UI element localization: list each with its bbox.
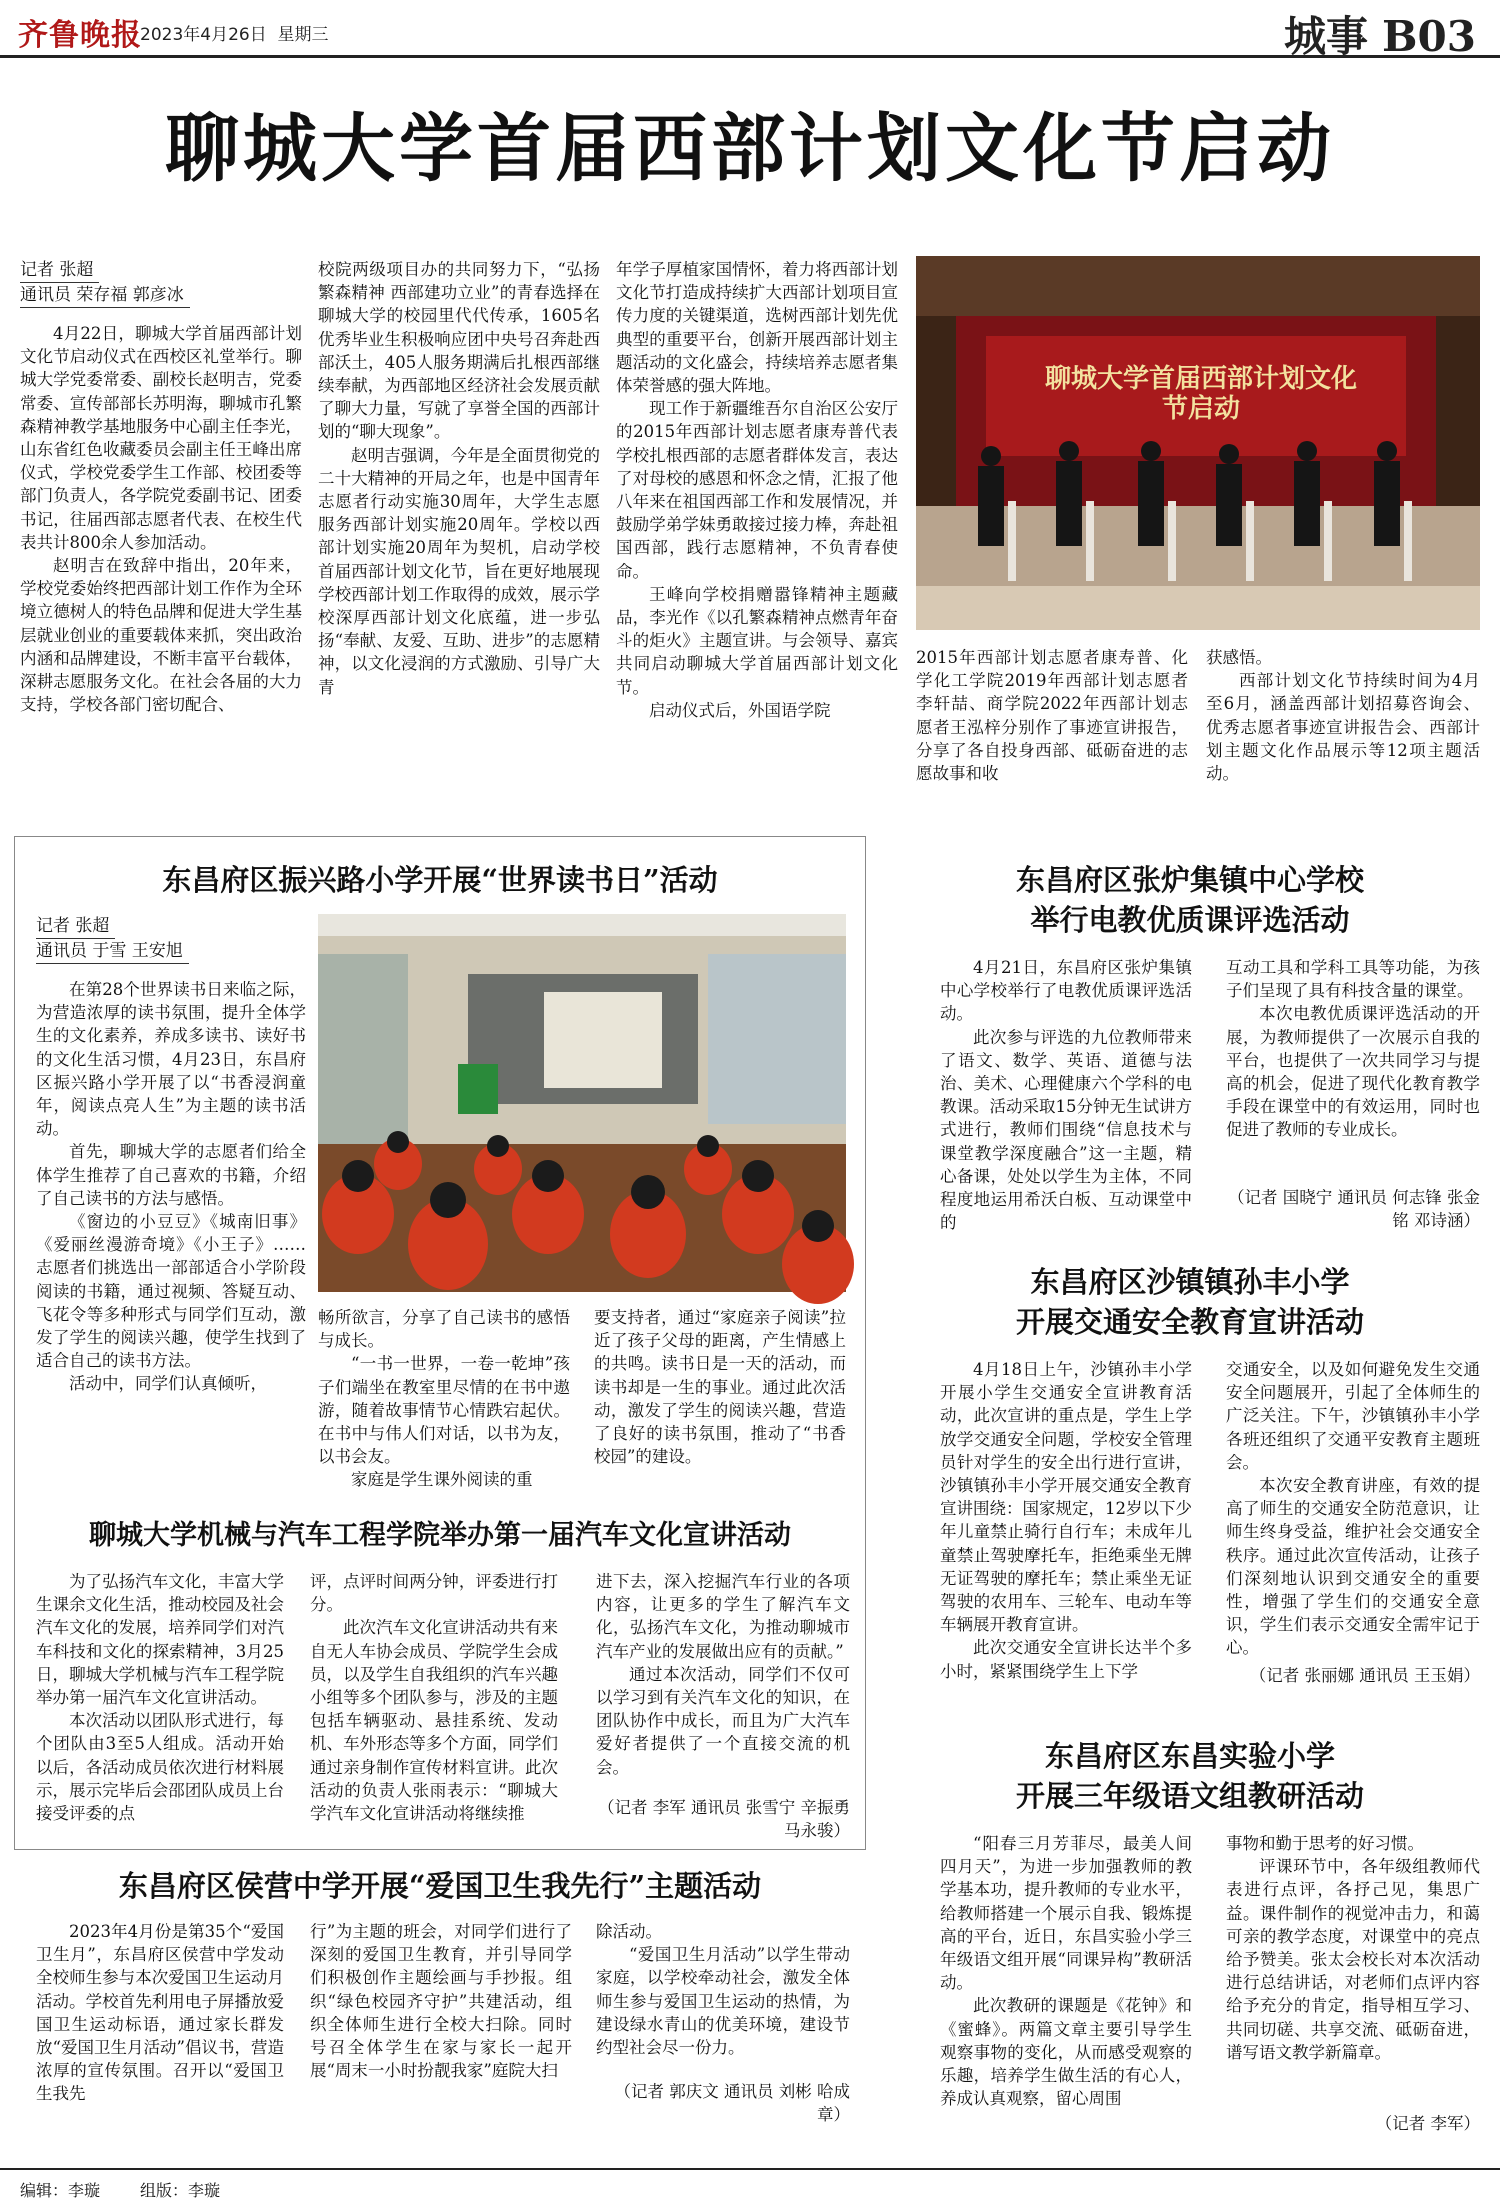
hygiene-headline: 东昌府区侯营中学开展“爱国卫生我先行”主题活动 <box>118 1869 762 1903</box>
elec-course-headline: 东昌府区张炉集镇中心学校 举行电教优质课评选活动 <box>1015 863 1364 937</box>
lead-column-5: 获感悟。 西部计划文化节持续时间为4月至6月，涵盖西部计划招募咨询会、优秀志愿者事迹宣讲报告会、西部计划主题文化作品展示等12项主题活动。 <box>1206 648 1480 784</box>
auto-culture-headline: 聊城大学机械与汽车工程学院举办第一届汽车文化宣讲活动 <box>89 1520 791 1551</box>
lead-column-1: 4月22日，聊城大学首届西部计划文化节启动仪式在西校区礼堂举行。聊城大学党委常委、副校长赵明吉，党委常委、宣传部部长苏明海，聊城市孔繁森精神教学基地服务中心副主任李光，山东省红色收藏委员会副主任王峰出席仪式，学校党委学生工作部、校团委等部门负责人，各学院党委副书记、团委书记，往届西部志愿者代表、在校生代表共计800余人参加活动。 赵明吉在致辞中指出，20年来，学校党委始终把西部计划工作作为全环境立德树人的特色品牌和促进大学生基层就业创业的重要载体来抓，突出政治内涵和品牌建设，不断丰富平台载体，深耕志愿服务文化。在社会各届的大力支持，学校各部门密切配合、 <box>20 324 302 715</box>
traffic-safety-column-2: 交通安全，以及如何避免发生交通安全问题展开，引起了全体师生的广泛关注。下午，沙镇镇孙丰小学各班还组织了交通平安教育主题班会。 本次安全教育讲座，有效的提高了师生的交通安全防范意识，让师生终身受益，维护社会交通安全秩序。通过此次宣传活动，让孩子们深刻地认识到交通安全的重要性，增强了学生们的交通安全意识，学生们表示交通安全需牢记于心。 <box>1226 1360 1480 1658</box>
research-credit: （记者 李军） <box>1375 2114 1480 2133</box>
hygiene-column-3: 除活动。 “爱国卫生月活动”以学生带动家庭，以学校牵动社会，激发全体师生参与爱国卫生运动的热情，为建设绿水青山的优美环境，建设节约型社会尽一份力。 <box>596 1922 850 2058</box>
traffic-safety-credit: （记者 张丽娜 通讯员 王玉娟） <box>1249 1666 1480 1685</box>
newspaper-logo: 齐鲁晚报 <box>18 18 142 53</box>
lead-photo <box>916 256 1480 630</box>
reading-day-byline: 记者 张超 通讯员 于雪 王安旭 <box>36 914 316 964</box>
page-footer <box>0 2168 1500 2202</box>
reading-day-headline: 东昌府区振兴路小学开展“世界读书日”活动 <box>162 863 718 897</box>
elec-course-credit: （记者 国晓宁 通讯员 何志锋 张金铭 邓诗涵） <box>1228 1188 1480 1231</box>
layout-credit: 组版：李璇 <box>140 2181 221 2200</box>
stage-banner-text: 聊城大学首届西部计划文化节启动 <box>1044 364 1357 424</box>
issue-date: 2023年4月26日 星期三 <box>140 25 329 45</box>
auto-culture-column-2: 评，点评时间两分钟，评委进行打分。 此次汽车文化宣讲活动共有来自无人车协会成员、学院学生会成员，以及学生自我组织的汽车兴趣小组等多个团队参与，涉及的主题包括车辆驱动、悬挂系统、发动机、车外形态等多个方面，同学们通过亲身制作宣传材料宣讲。此次活动的负责人张雨表示：“聊城大学汽车文化宣讲活动将继续推 <box>310 1572 558 1824</box>
lead-column-4: 2015年西部计划志愿者康寿普、化学化工学院2019年西部计划志愿者李轩喆、商学院2022年西部计划志愿者王泓梓分别作了事迹宣讲报告，分享了各自投身西部、砥砺奋进的志愿故事和收 <box>916 648 1188 784</box>
research-column-2: 事物和勤于思考的好习惯。 评课环节中，各年级组教师代表进行点评，各抒己见，集思广益。课件制作的视觉冲击力，和蔼可亲的教学态度，对课堂中的亮点给予赞美。张太会校长对本次活动进行总结讲话，对老师们点评内容给予充分的肯定，指导相互学习、共同切磋、共享交流、砥砺奋进，谱写语文教学新篇章。 <box>1226 1834 1480 2062</box>
lead-byline: 记者 张超 通讯员 荣存福 郭彦冰 <box>20 258 300 308</box>
auto-culture-column-3: 进下去，深入挖掘汽车行业的各项内容，让更多的学生了解汽车文化，弘扬汽车文化，为推动聊城市汽车产业的发展做出应有的贡献。” 通过本次活动，同学们不仅可以学习到有关汽车文化的知识，在团队协作中成长，而且为广大汽车爱好者提供了一个直接交流的机会。 <box>596 1572 850 1777</box>
lead-column-3: 年学子厚植家国情怀，着力将西部计划文化节打造成持续扩大西部计划项目宣传力度的关键渠道，选树西部计划先优典型的重要平台，创新开展西部计划主题活动的文化盛会，持续培养志愿者集体荣誉感的强大阵地。 现工作于新疆维吾尔自治区公安厅的2015年西部计划志愿者康寿普代表学校扎根西部的志愿者群体发言，表达了对母校的感恩和怀念之情，汇报了他八年来在祖国西部工作和发展情况，并鼓励学弟学妹勇敢接过接力棒，奔赴祖国西部，践行志愿精神，不负青春使命。 王峰向学校捐赠嚣锋精神主题藏品，李光作《以孔繁森精神点燃青年奋斗的炬火》主题宣讲。与会领导、嘉宾共同启动聊城大学首届西部计划文化节。 启动仪式后，外国语学院 <box>616 260 898 720</box>
research-column-1: “阳春三月芳菲尽，最美人间四月天”，为进一步加强教师的教学基本功，提升教师的专业水平，给教师搭建一个展示自我、锻炼提高的平台，近日，东昌实验小学三年级语文组开展“同课异构”教研活动。 此次教研的课题是《花钟》和《蜜蜂》。两篇文章主要引导学生观察事物的变化，从而感受观察的乐趣，培养学生做生活的有心人，养成认真观察，留心周围 <box>940 1834 1192 2109</box>
hygiene-credit: （记者 郭庆文 通讯员 刘彬 哈成章） <box>614 2082 850 2125</box>
ceremony-stage-illustration <box>916 256 1480 630</box>
auto-culture-credit: （记者 李军 通讯员 张雪宁 辛振勇 马永骏） <box>598 1798 850 1841</box>
editor-credit: 编辑：李璇 <box>20 2181 101 2200</box>
reading-day-column-1: 在第28个世界读书日来临之际，为营造浓厚的读书氛围，提升全体学生的文化素养，养成多读书、读好书的文化生活习惯，4月23日，东昌府区振兴路小学开展了以“书香浸润童年，阅读点亮人生”为主题的读书活动。 首先，聊城大学的志愿者们给全体学生推荐了自己喜欢的书籍，介绍了自己读书的方法与感悟。 《窗边的小豆豆》《城南旧事》《爱丽丝漫游奇境》《小王子》……志愿者们挑选出一部部适合小学阶段阅读的书籍，通过视频、答疑互动、飞花令等多种形式与同学们互动，激发了学生的阅读兴趣，使学生找到了适合自己的读书方法。 活动中，同学们认真倾听， <box>36 980 306 1394</box>
traffic-safety-column-1: 4月18日上午，沙镇孙丰小学开展小学生交通安全宣讲教育活动，此次宣讲的重点是，学生上学放学交通安全问题，学校安全管理员针对学生的安全出行进行宣讲，沙镇镇孙丰小学开展交通安全教育宣讲围绕：国家规定，12岁以下少年儿童禁止骑行自行车；未成年儿童禁止驾驶摩托车，拒绝乘坐无牌无证驾驶的摩托车；禁止乘坐无证驾驶的农用车、三轮车、电动车等车辆展开教育宣讲。 此次交通安全宣讲长达半个多小时，紧紧围绕学生上下学 <box>940 1360 1192 1681</box>
page-number: B03 <box>1382 12 1476 61</box>
classroom-illustration <box>318 914 846 1292</box>
elec-course-column-2: 互动工具和学科工具等功能，为孩子们呈现了具有科技含量的课堂。 本次电教优质课评选活动的开展，为教师提供了一次展示自我的平台，也提供了一次共同学习与提高的机会，促进了现代化教育教学手段在课堂中的有效运用，同时也促进了教师的专业成长。 <box>1226 958 1480 1140</box>
auto-culture-column-1: 为了弘扬汽车文化，丰富大学生课余文化生活，推动校园及社会汽车文化的发展，培养同学们对汽车科技和文化的探索精神，3月25日，聊城大学机械与汽车工程学院举办第一届汽车文化宣讲活动。 本次活动以团队形式进行，每个团队由3至5人组成。活动开始以后，各活动成员依次进行材料展示，展示完毕后会邵团队成员上台接受评委的点 <box>36 1572 284 1824</box>
hygiene-column-2: 行”为主题的班会，对同学们进行了深刻的爱国卫生教育，并引导同学们积极创作主题绘画与手抄报。组织“绿色校园齐守护”共建活动，组织全体师生进行全校大扫除。同时号召全体学生在家与家长一起开展“周末一小时扮靓我家”庭院大扫 <box>310 1922 572 2081</box>
reading-day-column-2: 畅所欲言，分享了自己读书的感悟与成长。 “一书一世界，一卷一乾坤”孩子们端坐在教室里尽情的在书中遨游，随着故事情节心情跌宕起伏。在书中与伟人们对话，以书为友，以书会友。 家庭是学生课外阅读的重 <box>318 1308 570 1490</box>
elec-course-column-1: 4月21日，东昌府区张炉集镇中心学校举行了电教优质课评选活动。 此次参与评选的九位教师带来了语文、数学、英语、道德与法治、美术、心理健康六个学科的电教课。活动采取15分钟无生试讲方式进行，教师们围绕“信息技术与课堂教学深度融合”这一主题，精心备课，处处以学生为主体，不同程度地运用希沃白板、互动课堂中的 <box>940 958 1192 1233</box>
lead-column-2: 校院两级项目办的共同努力下，“弘扬繁森精神 西部建功立业”的青春选择在聊城大学的校园里代代传承，1605名优秀毕业生积极响应团中央号召奔赴西部沃土，405人服务期满后扎根西部继续奉献，为西部地区经济社会发展贡献了聊大力量，写就了享誉全国的西部计划的“聊大现象”。 赵明吉强调，今年是全面贯彻党的二十大精神的开局之年，也是中国青年志愿者行动实施30周年，大学生志愿服务西部计划实施20周年。学校以西部计划实施20周年为契机，启动学校首届西部计划文化节，旨在更好地展现学校西部计划工作取得的成效，展示学校深厚西部计划文化底蕴，进一步弘扬“奉献、友爱、互助、进步”的志愿精神，以文化浸润的方式激励、引导广大青 <box>318 260 600 697</box>
section-label: 城事 B03 <box>1284 12 1476 61</box>
reading-day-column-3: 要支持者，通过“家庭亲子阅读”拉近了孩子父母的距离，产生情感上的共鸣。读书日是一天的活动，而读书却是一生的事业。通过此次活动，激发了学生的阅读兴趣，营造了良好的读书氛围，推动了“书香校园”的建设。 <box>594 1308 846 1467</box>
traffic-safety-headline: 东昌府区沙镇镇孙丰小学 开展交通安全教育宣讲活动 <box>1015 1265 1364 1339</box>
lead-headline: 聊城大学首届西部计划文化节启动 <box>165 106 1335 192</box>
reading-photo <box>318 914 846 1292</box>
hygiene-column-1: 2023年4月份是第35个“爱国卫生月”，东昌府区侯营中学发动全校师生参与本次爱国卫生运动月活动。学校首先利用电子屏播放爱国卫生运动标语，通过家长群发放“爱国卫生月活动”倡议书，营造浓厚的宣传氛围。召开以“爱国卫生我先 <box>36 1922 284 2104</box>
research-headline: 东昌府区东昌实验小学 开展三年级语文组教研活动 <box>1015 1739 1364 1813</box>
